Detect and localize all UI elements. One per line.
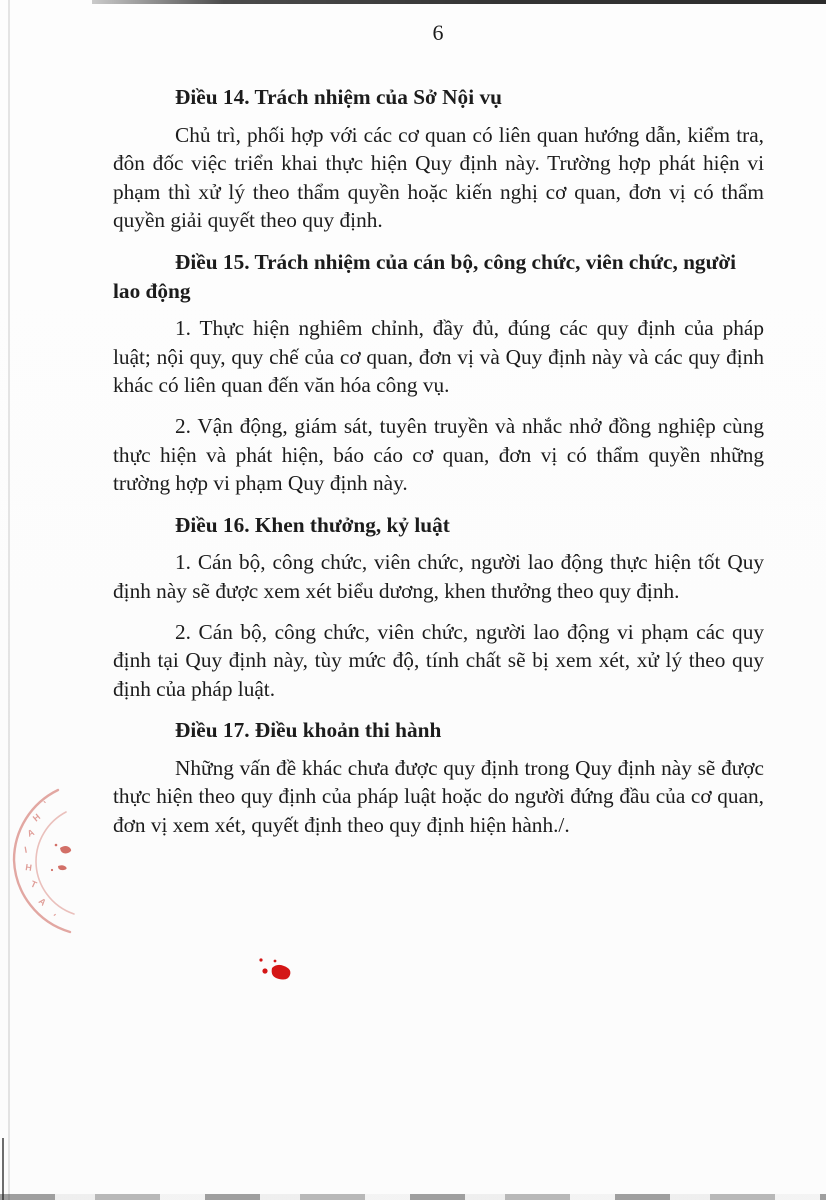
svg-text:H: H — [24, 862, 33, 873]
svg-text:A: A — [25, 827, 36, 839]
article-16-paragraph-2: 2. Cán bộ, công chức, viên chức, người lao động vi phạm các quy định tại Quy định này, tùy mức độ, tính chất sẽ bị xem xét, xử lý theo quy định của pháp luật. — [113, 619, 764, 701]
svg-text:': ' — [48, 912, 58, 920]
article-15-heading: Điều 15. Trách nhiệm của cán bộ, công chức, viên chức, người lao động — [113, 249, 737, 303]
article-14-paragraph: Chủ trì, phối hợp với các cơ quan có liên quan hướng dẫn, kiểm tra, đôn đốc việc triển khai thực hiện Quy định này. Trường hợp phát hiện vi phạm thì xử lý theo thẩm quyền hoặc kiến nghị cơ quan, đơn vị có thẩm quyền giải quyết theo quy định. — [113, 122, 764, 233]
article-17-paragraph: Những vấn đề khác chưa được quy định trong Quy định này sẽ được thực hiện theo quy định của pháp luật hoặc do người đứng đầu của cơ quan, đơn vị xem xét, quyết định theo quy định hiện hành./. — [113, 755, 764, 838]
article-14-heading: Điều 14. Trách nhiệm của Sở Nội vụ — [175, 85, 502, 109]
svg-text:I: I — [23, 844, 28, 855]
article-16-heading: Điều 16. Khen thưởng, kỷ luật — [175, 512, 450, 537]
svg-text:': ' — [41, 799, 51, 808]
page-number: 6 — [432, 20, 444, 45]
article-15-paragraph-2: 2. Vận động, giám sát, tuyên truyền và nhắc nhở đồng nghiệp cùng thực hiện và phát hiện, báo cáo cơ quan, đơn vị có thẩm quyền những trường hợp vi phạm Quy định này. — [113, 413, 764, 496]
article-15-paragraph-1: 1. Thực hiện nghiêm chỉnh, đầy đủ, đúng các quy định của pháp luật; nội quy, quy chế của cơ quan, đơn vị và Quy định này và các quy định khác có liên quan đến văn hóa công vụ. — [113, 316, 764, 398]
article-17-heading: Điều 17. Điều khoản thi hành — [175, 718, 442, 743]
scan-artifact-bottom-left-edge — [2, 1138, 4, 1200]
official-stamp-partial-icon — [0, 782, 130, 942]
scan-artifact-top-edge — [92, 0, 826, 4]
red-ink-blot — [248, 940, 308, 990]
article-16-paragraph-1: 1. Cán bộ, công chức, viên chức, người lao động thực hiện tốt Quy định này sẽ được xem xét biểu dương, khen thưởng theo quy định. — [113, 550, 764, 603]
svg-text:A: A — [36, 895, 49, 908]
svg-text:H: H — [30, 811, 43, 824]
scan-artifact-left-edge — [8, 0, 10, 1200]
document-body — [113, 70, 764, 852]
scan-artifact-bottom-edge — [0, 1194, 826, 1200]
svg-text:T: T — [29, 878, 39, 891]
